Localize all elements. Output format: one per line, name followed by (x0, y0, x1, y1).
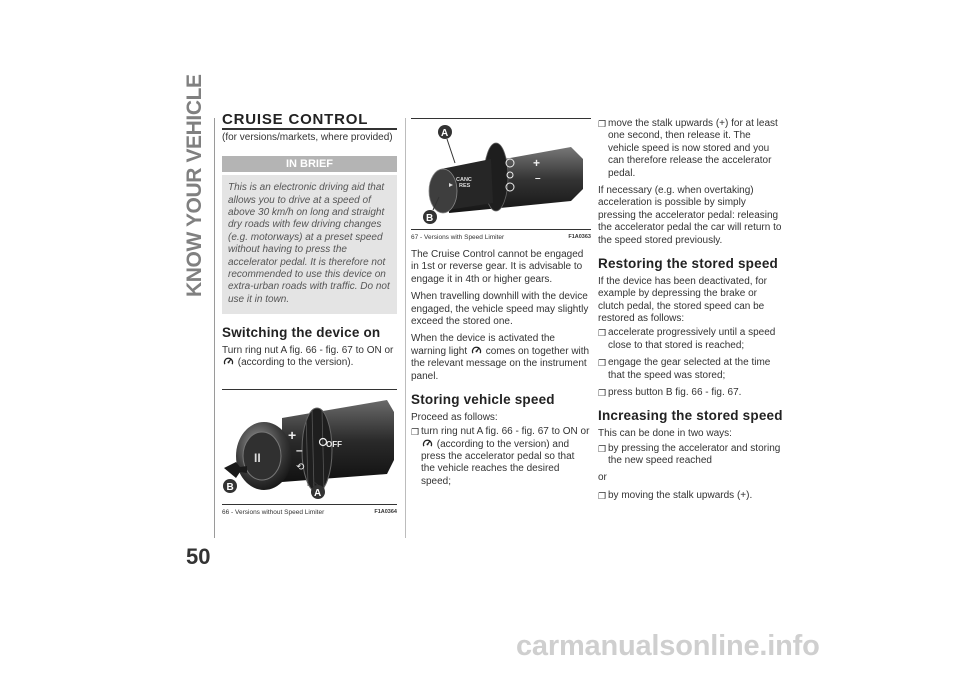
side-title-text: KNOW YOUR VEHICLE (183, 74, 206, 297)
column-divider (405, 118, 406, 538)
cruise-control-warning-icon (471, 346, 482, 355)
bullet-box-icon: ❐ (598, 490, 607, 501)
figure-66-stalk-illustration (222, 390, 397, 500)
svg-text:–: – (535, 173, 541, 184)
column-1 (222, 112, 397, 516)
storing-step-2: ❐ move the stalk upwards (+) for at least one second, then release it. The vehicle speed is now stored and you can therefore release the accelerator pedal. (598, 118, 778, 179)
restoring-step-1: ❐ accelerate progressively until a speed close to that stored is reached; (598, 327, 776, 351)
cruise-control-warning-icon (223, 357, 234, 366)
title-rule (222, 128, 397, 130)
column-3 (598, 118, 783, 502)
restoring-step-3: ❐ press button B fig. 66 - fig. 67. (598, 387, 742, 399)
increasing-step-2: ❐ by moving the stalk upwards (+). (598, 489, 753, 501)
figure-66-caption: 66 - Versions without Speed Limiter F1A0364 (222, 508, 397, 516)
restoring-step-2: ❐ engage the gear selected at the time that the speed was stored; (598, 357, 771, 381)
svg-text:II: II (254, 450, 261, 465)
or-text: or (598, 472, 607, 484)
figure-67-caption: 67 - Versions with Speed Limiter F1A0363 (411, 234, 591, 241)
svg-text:B: B (226, 481, 234, 493)
restoring-heading: Restoring the stored speed (598, 256, 778, 272)
svg-text:+: + (288, 426, 297, 443)
side-divider (214, 118, 215, 538)
figure-66-bottom-rule (222, 504, 397, 505)
switching-text: Turn ring nut A fig. 66 - fig. 67 to ON or (according to the version). (222, 345, 394, 369)
storing-intro: Proceed as follows: (411, 411, 498, 423)
bullet-box-icon: ❐ (598, 443, 607, 454)
gear-note: The Cruise Control cannot be engaged in 1st or reverse gear. It is advisable to engage it in 4th or higher gears. (411, 249, 584, 285)
page-number: 50 (186, 544, 211, 569)
page-title: CRUISE CONTROL (222, 111, 369, 128)
storing-heading: Storing vehicle speed (411, 392, 555, 408)
svg-text:CANC: CANC (456, 177, 472, 183)
warning-light-note: When the device is activated the warning light comes on together with the relevant message on the instrument panel. (411, 333, 590, 382)
figure-67-stalk-illustration (411, 119, 591, 227)
watermark: carmanualsonline.info (516, 630, 820, 662)
svg-text:+: + (533, 156, 541, 170)
bullet-box-icon: ❐ (598, 388, 607, 399)
bullet-box-icon: ❐ (598, 358, 607, 369)
section-side-title (183, 74, 213, 297)
bullet-box-icon: ❐ (598, 119, 607, 129)
figure-67-bottom-rule (411, 229, 591, 230)
in-brief-body: This is an electronic driving aid that allows you to drive at a speed of above 30 km/h on long and straight dry roads with few driving changes (e.g. motorways) at a preset speed without having to press the accelerator pedal. It is therefore not recommended to use this device on extra-urban roads with traffic. Do not use it in town. (222, 175, 397, 314)
increasing-step-1: ❐ by pressing the accelerator and storing the new speed reached (598, 442, 781, 467)
switching-heading: Switching the device on (222, 325, 381, 341)
cruise-control-warning-icon (422, 439, 433, 448)
svg-text:A: A (441, 128, 449, 139)
overtaking-note: If necessary (e.g. when overtaking) acceleration is possible by simply pressing the accelerator pedal: releasing the accelerator pedal the car will return to the speed stored previously. (598, 185, 782, 246)
svg-text:OFF: OFF (326, 439, 342, 449)
svg-text:RES: RES (459, 183, 471, 189)
restoring-intro: If the device has been deactivated, for example by depressing the brake or clutch pedal, the stored speed can be restored as follows: (598, 275, 767, 325)
bullet-box-icon: ❐ (598, 328, 607, 339)
bullet-box-icon: ❐ (411, 427, 420, 438)
svg-text:B: B (426, 213, 434, 224)
increasing-heading: Increasing the stored speed (598, 408, 783, 424)
increasing-intro: This can be done in two ways: (598, 428, 732, 440)
svg-text:–: – (296, 442, 303, 457)
storing-step-1: ❐ turn ring nut A fig. 66 - fig. 67 to ON or (according to the version) and press the accelerator pedal so that the vehicle reaches the desired speed; (411, 426, 590, 487)
svg-text:A: A (314, 487, 322, 499)
column-2 (411, 118, 591, 488)
in-brief-heading: IN BRIEF (222, 156, 397, 172)
svg-text:⟲: ⟲ (296, 461, 305, 473)
title-subtitle: (for versions/markets, where provided) (222, 131, 393, 143)
downhill-note: When travelling downhill with the device engaged, the vehicle speed may slightly exceed the stored one. (411, 291, 589, 328)
